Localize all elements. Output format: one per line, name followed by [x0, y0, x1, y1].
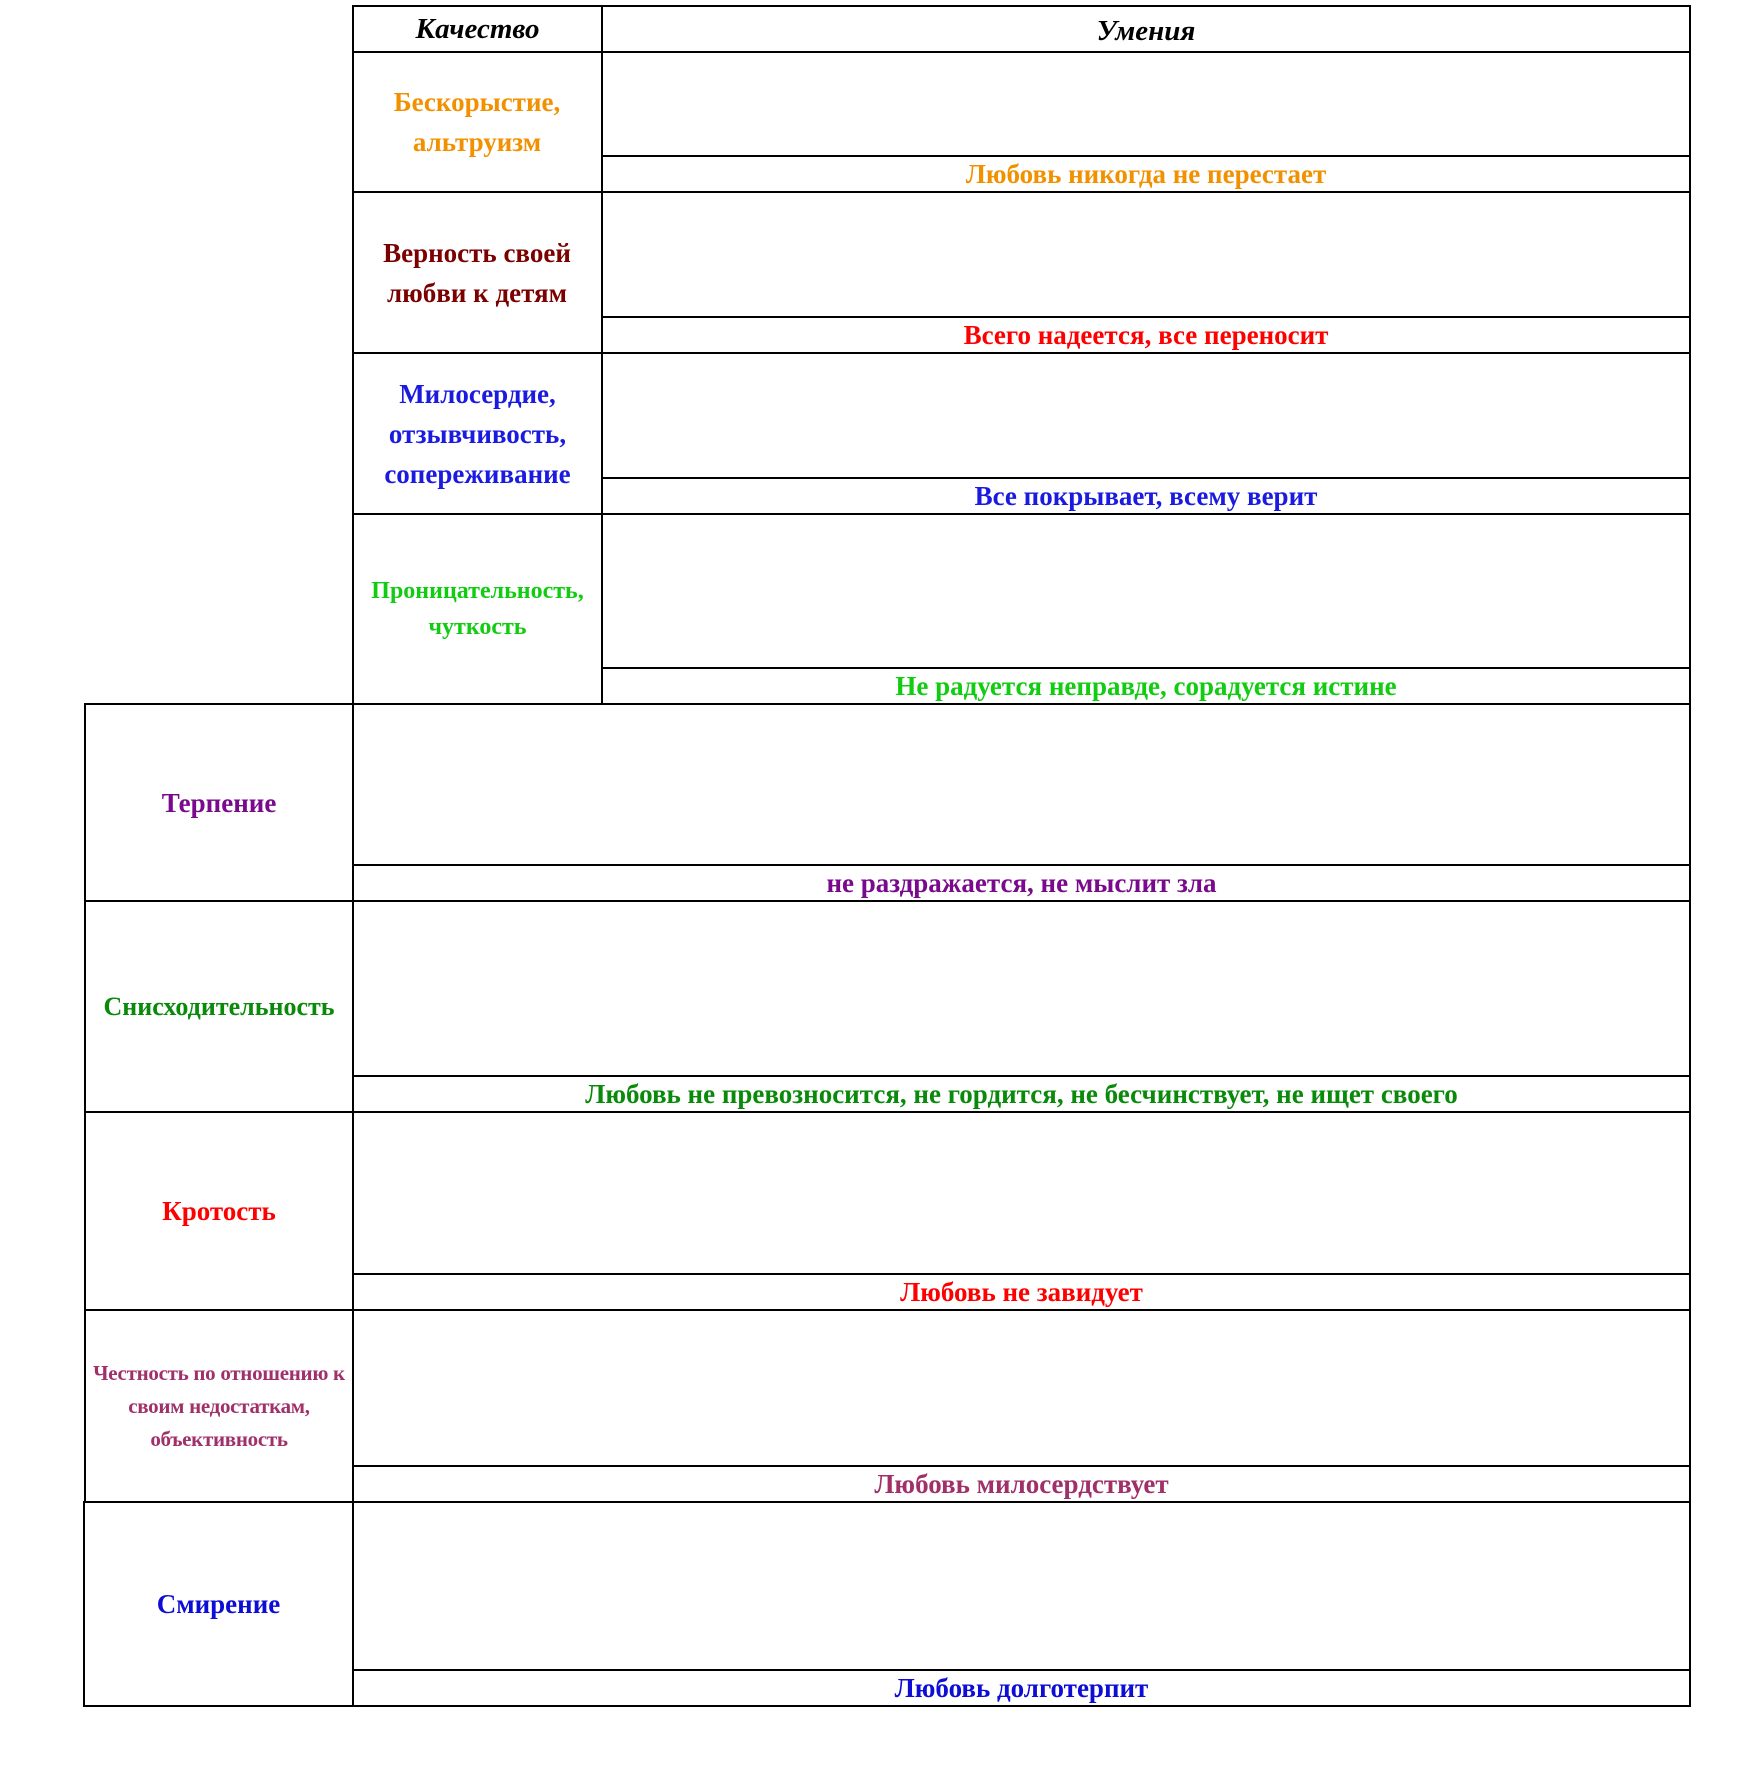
quality-cell: Терпение — [161, 787, 277, 818]
skill-caption: Любовь не превозносится, не гордится, не бесчинствует, не ищет своего — [585, 1078, 1458, 1109]
grid-line — [83, 1705, 1691, 1707]
header-quality: Качество — [415, 12, 540, 45]
skill-caption: Не радуется неправде, сорадуется истине — [895, 670, 1397, 701]
skill-caption: Любовь никогда не перестает — [965, 158, 1327, 189]
quality-cell: Верность своей любви к детям — [383, 237, 571, 308]
quality-cell: Бескорыстие, альтруизм — [393, 87, 561, 157]
skill-caption: Всего надеется, все переносит — [963, 319, 1329, 350]
skill-caption: Любовь долготерпит — [894, 1672, 1149, 1703]
quality-cell: Смирение — [156, 1589, 281, 1619]
skill-caption: Любовь милосердствует — [874, 1468, 1169, 1499]
quality-cell: Проницательность, чуткость — [371, 578, 584, 640]
header-skills: Умения — [1096, 14, 1196, 47]
quality-cell: Кротость — [162, 1196, 276, 1226]
grid-line — [352, 5, 354, 1707]
quality-cell: Милосердие, отзывчивость, сопереживание — [384, 378, 571, 489]
skill-caption: Любовь не завидует — [900, 1276, 1143, 1307]
skill-caption: не раздражается, не мыслит зла — [826, 867, 1217, 898]
quality-cell: Снисходительность — [103, 991, 335, 1021]
grid-line — [601, 5, 603, 705]
skill-caption: Все покрывает, всему верит — [974, 480, 1318, 511]
grid-line — [1689, 5, 1691, 1707]
quality-cell: Честность по отношению к своим недостаткам, объективность — [93, 1360, 345, 1451]
